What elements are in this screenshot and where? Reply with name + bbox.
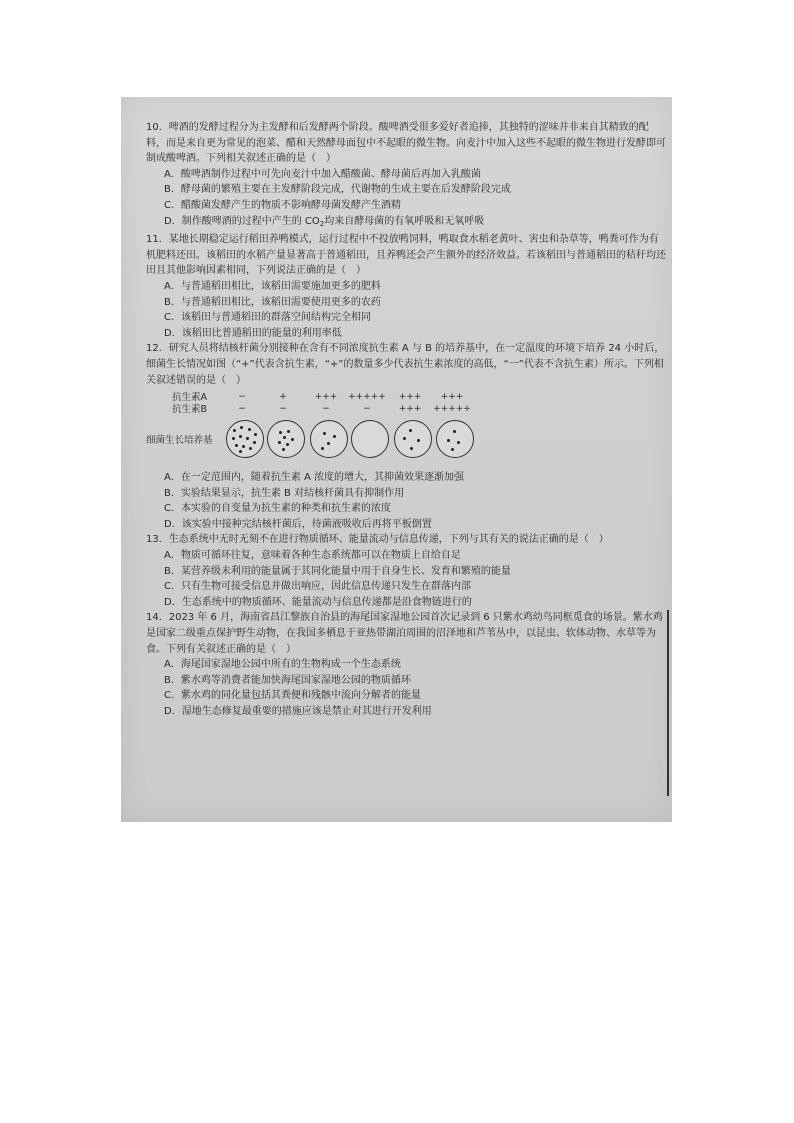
question-11 [146,232,666,341]
question-14-stem: 14．2023 年 6 月，海南省昌江黎族自治县的海尾国家湿地公园首次记录到 6 只紫水鸡幼鸟同框觅食的场景。紫水鸡是国家二级重点保护野生动物，在我国多栖息于亚热带湖泊周围的沼泽地和芦苇丛中，以昆虫、软体动物、水草等为食。下列有关叙述正确的是（ ） [146,612,663,655]
antibiotic-figure [146,390,666,468]
question-14-option-a: A．海尾国家湿地公园中所有的生物构成一个生态系统 [164,659,401,671]
option-d-text-2: 均来自酵母菌的有氧呼吸和无氧呼吸 [324,215,485,227]
question-12-stem: 12．研究人员将结核杆菌分别接种在含有不同浓度抗生素 A 与 B 的培养基中，在一定温度的环境下培养 24 小时后，细菌生长情况如图（“+”代表含抗生素，“+”的数量多少代表抗生素浓度的高低，“一”代表不含抗生素）所示。下列相关叙述错误的是（ ） [146,343,665,386]
colony-dot [327,442,330,445]
colony-dot [333,435,336,438]
colony-dot [253,441,256,444]
question-11-option-c: C．该稻田与普通稻田的群落空间结构完全相同 [164,312,371,324]
colony-dot [451,448,454,451]
question-13-option-b: B．某营养级未利用的能量属于其同化能量中用于自身生长、发育和繁殖的能量 [164,565,511,577]
question-13-option-c: C．只有生物可接受信息并做出响应，因此信息传递只发生在群落内部 [164,581,471,593]
question-10-stem: 10．啤酒的发酵过程分为主发酵和后发酵两个阶段。酸啤酒受很多爱好者追捧，其独特的涩味并非来自其精致的配料，而是来自更为常见的泡菜、醋和天然酵母面包中不起眼的微生物。向麦汁中加入这些不起眼的微生物进行发酵即可制成酸啤酒。下列相关叙述正确的是（ ） [146,122,666,165]
colony-dot [453,430,456,433]
colony-dot [403,437,406,440]
row-a-mark: + [279,392,287,403]
question-11-stem: 11．某地长期稳定运行稻田养鸭模式，运行过程中不投放鸭饲料，鸭取食水稻老黄叶、害虫和杂草等，鸭粪可作为有机肥料还田。该稻田的水稻产量显著高于普通稻田，且养鸭还会产生额外的经济效益。若该稻田与普通稻田的秸秆均还田且其他影响因素相同，下列说法正确的是（ ） [146,234,666,277]
question-12-option-d: D．该实验中接种完结核杆菌后，待菌液吸收后再将平板倒置 [164,518,432,530]
colony-dot [409,429,412,432]
question-11-option-a: A．与普通稻田相比，该稻田需要施加更多的肥料 [164,280,381,292]
co2-subscript: 2 [319,219,325,228]
colony-dot [249,447,252,450]
colony-dot [246,437,249,440]
petri-dish-1 [226,420,264,458]
colony-dot [283,436,286,439]
question-10-option-d [146,214,666,233]
row-a-mark: +++ [314,392,338,403]
row-a-mark: +++ [398,392,422,403]
question-13-option-a: A．物质可循环往复，意味着各种生态系统都可以在物质上自给自足 [164,550,461,562]
row-b-mark: − [238,404,246,415]
colony-dot [279,431,282,434]
row-b-mark: − [279,404,287,415]
question-11-option-b: B．与普通稻田相比，该稻田需要使用更多的农药 [164,296,381,308]
option-d-text-1: D．制作酸啤酒的过程中产生的 CO [164,215,320,227]
colony-dot [239,450,242,453]
row-a-mark: − [238,392,246,403]
question-12-option-b: B．实验结果显示，抗生素 B 对结核杆菌具有抑制作用 [164,487,405,499]
row-b-mark: +++ [398,404,422,415]
question-14-option-c: C．紫水鸡的同化量包括其粪便和残骸中流向分解者的能量 [164,690,421,702]
colony-dot [254,433,257,436]
colony-dot [321,447,324,450]
colony-dot [457,441,460,444]
dish-row-label: 细菌生长培养基 [146,435,213,447]
colony-dot [410,447,413,450]
row-b-mark: +++++ [433,404,471,415]
question-10-option-c: C．醋酸菌发酵产生的物质不影响酵母菌发酵产生酒精 [164,199,401,211]
question-11-option-d: D．该稻田比普通稻田的能量的利用率低 [164,327,342,339]
colony-dot [248,428,251,431]
colony-dot [232,437,235,440]
colony-dot [417,439,420,442]
petri-dish-3 [310,420,348,458]
question-10 [146,120,666,232]
petri-dish-2 [267,420,305,458]
petri-dish-5 [394,420,432,458]
exam-content [146,120,666,720]
row-b-mark: − [363,404,371,415]
petri-dish-4 [351,420,389,458]
colony-dot [291,438,294,441]
question-14-option-d: D．湿地生态修复最重要的措施应该是禁止对其进行开发利用 [164,706,432,717]
question-13-stem: 13．生态系统中无时无刻不在进行物质循环、能量流动与信息传递，下列与其有关的说法正确的是（ ） [146,534,609,546]
question-14 [146,610,666,719]
colony-dot [240,426,243,429]
question-12 [146,341,666,532]
row-a-mark: +++ [440,392,464,403]
question-14-option-b: B．紫水鸡等消费者能加快海尾国家湿地公园的物质循环 [164,674,411,686]
colony-dot [287,430,290,433]
colony-dot [233,429,236,432]
page-edge-line [667,610,669,796]
petri-dish-6 [436,420,474,458]
row-b-mark: − [322,404,330,415]
question-12-option-c: C．本实验的自变量为抗生素的种类和抗生素的浓度 [164,503,391,515]
question-10-option-a: A．酸啤酒制作过程中可先向麦汁中加入醋酸菌、酵母菌后再加入乳酸菌 [164,168,481,180]
question-13-option-d: D．生态系统中的物质循环、能量流动与信息传递都是沿食物链进行的 [164,596,472,608]
question-13 [146,532,666,610]
question-12-option-a: A．在一定范围内，随着抗生素 A 浓度的增大，其抑菌效果逐渐加强 [164,472,465,484]
colony-dot [239,435,242,438]
colony-dot [278,441,281,444]
colony-dot [447,439,450,442]
colony-dot [323,432,326,435]
row-a-label: 抗生素A [172,392,207,404]
colony-dot [286,443,289,446]
question-10-option-b: B．酵母菌的繁殖主要在主发酵阶段完成，代谢物的生成主要在后发酵阶段完成 [164,184,511,196]
colony-dot [282,448,285,451]
colony-dot [235,444,238,447]
colony-dot [242,445,245,448]
row-a-mark: +++++ [348,392,386,403]
row-b-label: 抗生素B [172,404,208,416]
